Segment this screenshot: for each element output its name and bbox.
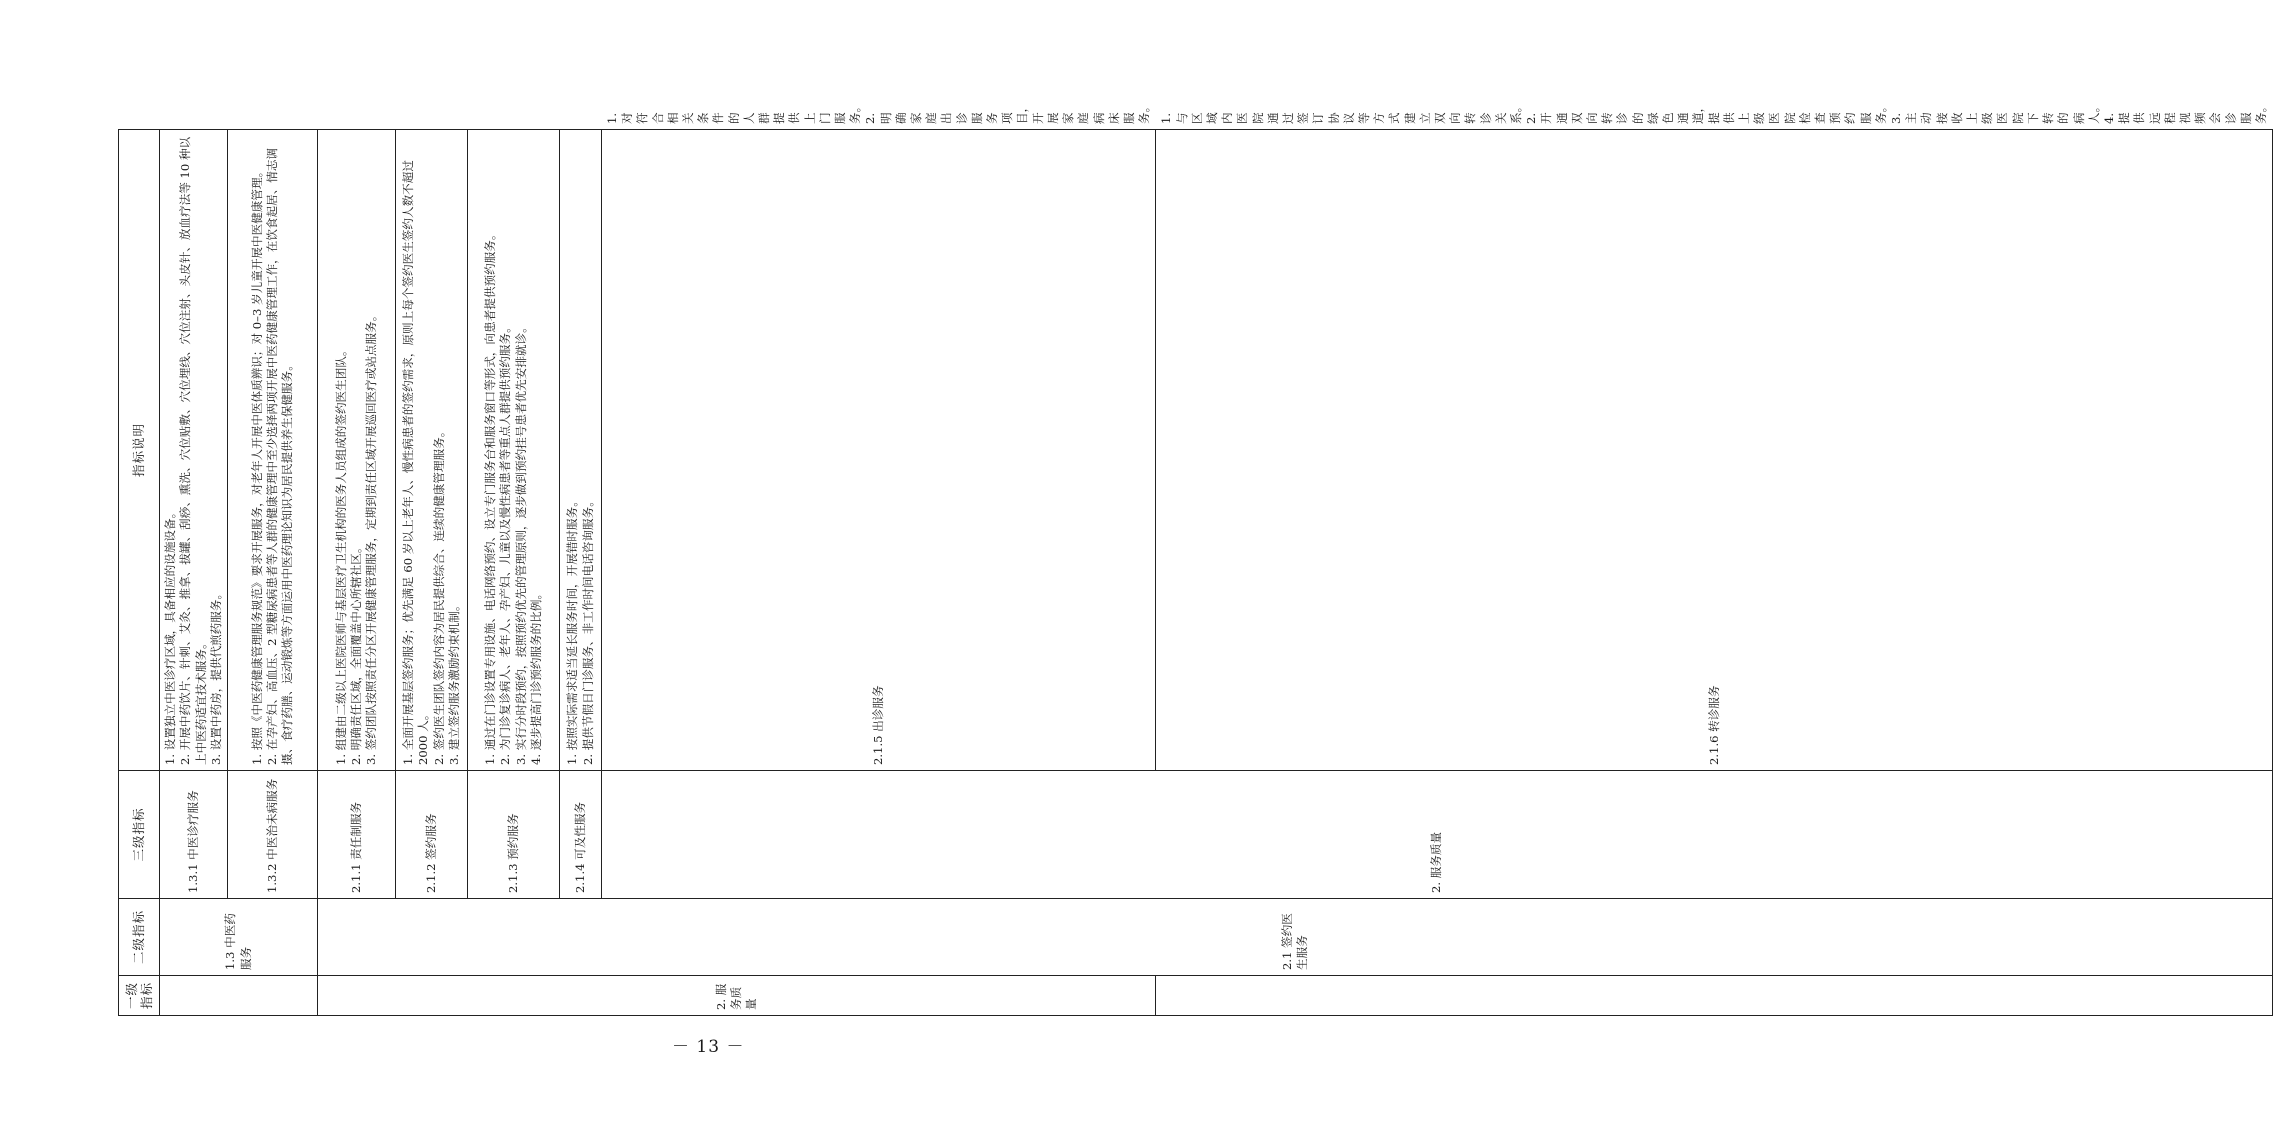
- description-item: 3. 设置中药房，提供代煎药服务。: [208, 587, 223, 765]
- table-row: [318, 130, 396, 1016]
- description-cell: [560, 130, 602, 771]
- level2-cell-empty: [1156, 976, 2273, 1016]
- level2-cell-contract: 2.1 签约医生服务: [318, 899, 2273, 976]
- level1-cell: 2. 服务质量: [602, 771, 2273, 899]
- description-item: 2. 提供节假日门诊服务、非工作时间电话咨询服务。: [580, 495, 595, 765]
- description-item: 1. 按照《中医药健康管理服务规范》要求开展服务，对老年人开展中医体质辨识；对 0–3 岁儿童开展中医健康管理。: [249, 165, 264, 765]
- description-item: 2. 为门诊复诊病人、老年人、孕产妇、儿童以及慢性病患者等重点人群提供预约服务。: [498, 321, 513, 765]
- level1-cell: 2. 服务质量: [318, 976, 1156, 1016]
- description-item: 3. 实行分时段预约，按照预约优先的管理原则，逐步做到预约挂号患者优先安排就诊。: [513, 321, 528, 765]
- header-level2: 二级指标: [119, 899, 160, 976]
- description-item: 1. 全面开展基层签约服务；优先满足 60 岁以上老年人、慢性病患者的签约需求，原则上每个签约医生签约人数不超过 2000 人。: [401, 160, 431, 765]
- description-cell: [396, 130, 468, 771]
- table-row: 2.1.6 转诊服务 1. 与区域内医院通过签订协议等方式建立双向转诊关系。 2. 开通双向转诊的绿色通道，提供上级医院检查预约服务。 3. 主动接收上级医院下转的病人。 4. 提供远程视频会诊服务。: [1156, 130, 2273, 1016]
- indicator-table: [118, 100, 2273, 1016]
- description-item: 2. 签约医生团队签约内容为居民提供综合、连续的健康管理服务。: [431, 425, 446, 765]
- description-item: 1. 设置独立中医诊疗区域，具备相应的设施设备。: [163, 506, 178, 765]
- description-item: 3. 建立签约服务激励约束机制。: [446, 599, 461, 765]
- header-description: 指标说明: [119, 130, 160, 771]
- table-header-row: [119, 130, 160, 1016]
- description-cell: [228, 130, 318, 771]
- level3-cell: 1.3.2 中医治未病服务: [228, 771, 318, 899]
- table-row: [160, 130, 228, 1016]
- header-level1: 一级指标: [119, 976, 160, 1016]
- description-item: 3. 签约团队按照责任分区开展健康管理服务，定期到责任区域开展巡回医疗或站点服务。: [364, 309, 379, 765]
- table-row: [468, 130, 560, 1016]
- description-item: 4. 逐步提高门诊预约服务的比例。: [528, 587, 543, 765]
- level3-cell: 1.3.1 中医诊疗服务: [160, 771, 228, 899]
- description-item: 2. 明确责任区域，全面覆盖中心所辖社区。: [348, 541, 363, 765]
- rotated-table-wrapper: [118, 100, 2268, 1016]
- description-item: 2. 在孕产妇、高血压、2 型糖尿病患者等人群的健康管理中至少选择两项开展中医药健康管理工作，在饮食起居、情志调摄、食疗药膳、运动锻炼等方面运用中医药理论知识为居民提供养生保健服务。: [264, 147, 295, 765]
- description-cell: [468, 130, 560, 771]
- description-item: 1. 组建由二级以上医院医师与基层医疗卫生机构的医务人员组成的签约医生团队。: [333, 344, 348, 765]
- table-row: [560, 130, 602, 1016]
- description-cell: [160, 130, 228, 771]
- level3-cell: 2.1.5 出诊服务: [602, 130, 1156, 771]
- level3-cell: 2.1.4 可及性服务: [560, 771, 602, 899]
- header-level3: 三级指标: [119, 771, 160, 899]
- table-row: 2. 服务质量 2.1.5 出诊服务 1. 对符合相关条件的人群提供上门服务。 2. 明确家庭出诊服务项目，开展家庭病床服务。: [602, 130, 1156, 1016]
- level1-cell-empty: [160, 976, 318, 1016]
- description-item: 2. 开展中药饮片、针刺、艾灸、推拿、拔罐、刮痧、熏洗、穴位贴敷、穴位埋线、穴位注射、头皮针、放血疗法等 10 种以上中医药适宜技术服务。: [178, 136, 208, 765]
- level3-cell: 2.1.6 转诊服务: [1156, 130, 2273, 771]
- description-item: 1. 按照实际需求适当延长服务时间，开展错时服务。: [565, 495, 580, 765]
- table-row: [396, 130, 468, 1016]
- level2-cell-tcm: 1.3 中医药服务: [160, 899, 318, 976]
- description-cell: [318, 130, 396, 771]
- level3-cell: 2.1.3 预约服务: [468, 771, 560, 899]
- table-row: [228, 130, 318, 1016]
- level3-cell: 2.1.2 签约服务: [396, 771, 468, 899]
- description-item: 1. 通过在门诊设置专用设施、电话网络预约、设立专门服务台和服务窗口等形式，向患者提供预约服务。: [483, 228, 498, 765]
- page-number: － 13 －: [672, 1037, 745, 1057]
- level3-cell: 2.1.1 责任制服务: [318, 771, 396, 899]
